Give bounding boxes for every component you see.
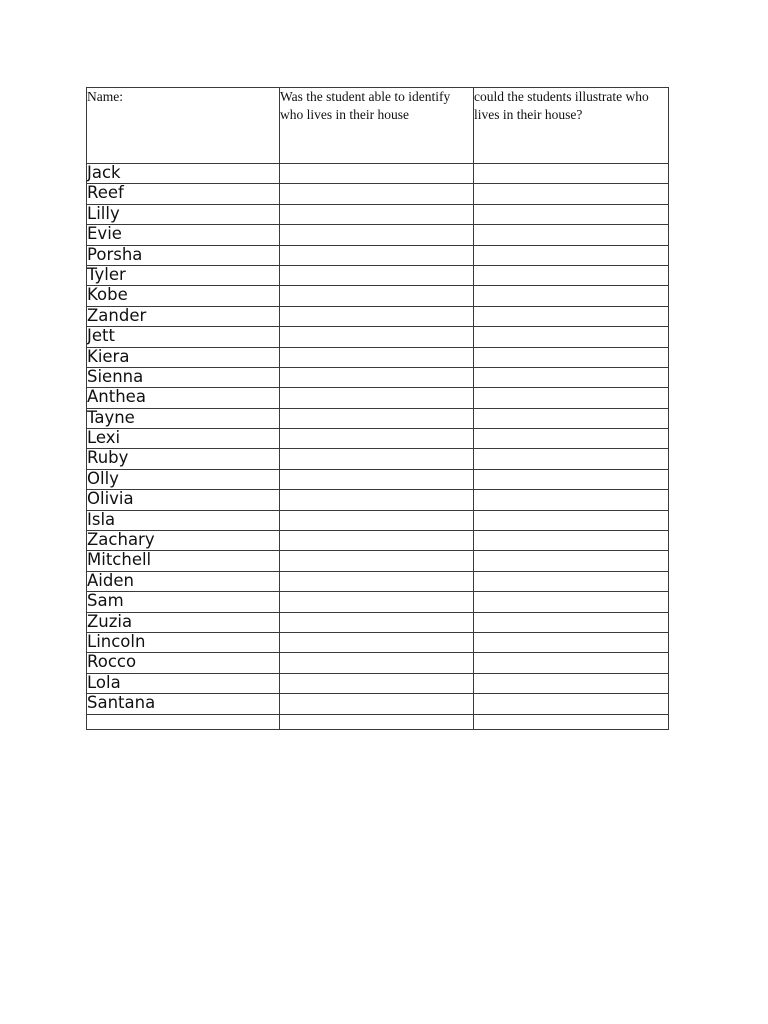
illustrate-cell (474, 653, 669, 673)
identify-cell (280, 653, 474, 673)
identify-cell (280, 551, 474, 571)
identify-cell (280, 449, 474, 469)
identify-cell (280, 673, 474, 693)
illustrate-cell (474, 347, 669, 367)
illustrate-cell (474, 367, 669, 387)
table-row (87, 367, 669, 387)
table-row (87, 632, 669, 652)
empty-cell (474, 714, 669, 729)
empty-cell (87, 714, 280, 729)
table-row (87, 571, 669, 591)
illustrate-cell (474, 510, 669, 530)
identify-cell (280, 694, 474, 714)
illustrate-cell (474, 408, 669, 428)
student-rows (87, 164, 669, 730)
table-row (87, 469, 669, 489)
illustrate-cell (474, 265, 669, 285)
illustrate-cell (474, 225, 669, 245)
student-name: Olly (87, 469, 280, 489)
identify-cell (280, 286, 474, 306)
table-row (87, 347, 669, 367)
table-row (87, 490, 669, 510)
table-row (87, 408, 669, 428)
table-row (87, 306, 669, 326)
illustrate-cell (474, 184, 669, 204)
identify-cell (280, 408, 474, 428)
student-name: Sam (87, 592, 280, 612)
illustrate-cell (474, 469, 669, 489)
table-row (87, 673, 669, 693)
illustrate-cell (474, 571, 669, 591)
identify-cell (280, 510, 474, 530)
table-row (87, 612, 669, 632)
identify-cell (280, 388, 474, 408)
illustrate-cell (474, 429, 669, 449)
illustrate-cell (474, 612, 669, 632)
identify-cell (280, 327, 474, 347)
illustrate-cell (474, 204, 669, 224)
identify-cell (280, 184, 474, 204)
identify-cell (280, 367, 474, 387)
illustrate-cell (474, 490, 669, 510)
table-row (87, 551, 669, 571)
identify-cell (280, 531, 474, 551)
student-name: Lexi (87, 429, 280, 449)
table-row (87, 429, 669, 449)
table-row (87, 388, 669, 408)
identify-cell (280, 612, 474, 632)
student-name: Zander (87, 306, 280, 326)
assessment-table (86, 87, 669, 730)
student-name: Evie (87, 225, 280, 245)
table-row (87, 286, 669, 306)
identify-cell (280, 347, 474, 367)
table-row (87, 592, 669, 612)
identify-cell (280, 245, 474, 265)
student-name: Zuzia (87, 612, 280, 632)
table-row (87, 245, 669, 265)
student-name: Kiera (87, 347, 280, 367)
student-name: Tyler (87, 265, 280, 285)
illustrate-cell (474, 449, 669, 469)
identify-cell (280, 592, 474, 612)
table-row (87, 265, 669, 285)
student-name: Lola (87, 673, 280, 693)
table-row (87, 204, 669, 224)
identify-cell (280, 469, 474, 489)
student-name: Sienna (87, 367, 280, 387)
student-name: Olivia (87, 490, 280, 510)
illustrate-cell (474, 694, 669, 714)
table-row (87, 653, 669, 673)
table-row (87, 164, 669, 184)
table-row (87, 225, 669, 245)
student-name: Anthea (87, 388, 280, 408)
table-row (87, 449, 669, 469)
identify-cell (280, 490, 474, 510)
illustrate-cell (474, 673, 669, 693)
student-name: Lincoln (87, 632, 280, 652)
student-name: Zachary (87, 531, 280, 551)
identify-cell (280, 429, 474, 449)
illustrate-cell (474, 306, 669, 326)
empty-row (87, 714, 669, 729)
table-row (87, 694, 669, 714)
student-name: Mitchell (87, 551, 280, 571)
identify-cell (280, 571, 474, 591)
header-illustrate: could the students illustrate who lives in their house? (474, 88, 669, 164)
illustrate-cell (474, 632, 669, 652)
student-name: Tayne (87, 408, 280, 428)
illustrate-cell (474, 327, 669, 347)
student-name: Kobe (87, 286, 280, 306)
table-row (87, 510, 669, 530)
identify-cell (280, 306, 474, 326)
illustrate-cell (474, 286, 669, 306)
illustrate-cell (474, 245, 669, 265)
student-name: Isla (87, 510, 280, 530)
student-name: Rocco (87, 653, 280, 673)
student-name: Jett (87, 327, 280, 347)
illustrate-cell (474, 164, 669, 184)
table-row (87, 531, 669, 551)
student-name: Aiden (87, 571, 280, 591)
identify-cell (280, 225, 474, 245)
illustrate-cell (474, 592, 669, 612)
identify-cell (280, 265, 474, 285)
illustrate-cell (474, 388, 669, 408)
identify-cell (280, 204, 474, 224)
student-name: Jack (87, 164, 280, 184)
empty-cell (280, 714, 474, 729)
identify-cell (280, 632, 474, 652)
illustrate-cell (474, 551, 669, 571)
header-name: Name: (87, 88, 280, 164)
header-row (87, 88, 669, 164)
student-name: Porsha (87, 245, 280, 265)
table-row (87, 327, 669, 347)
header-identify: Was the student able to identify who lives in their house (280, 88, 474, 164)
student-name: Lilly (87, 204, 280, 224)
identify-cell (280, 164, 474, 184)
student-name: Santana (87, 694, 280, 714)
student-name: Reef (87, 184, 280, 204)
illustrate-cell (474, 531, 669, 551)
table-row (87, 184, 669, 204)
student-name: Ruby (87, 449, 280, 469)
